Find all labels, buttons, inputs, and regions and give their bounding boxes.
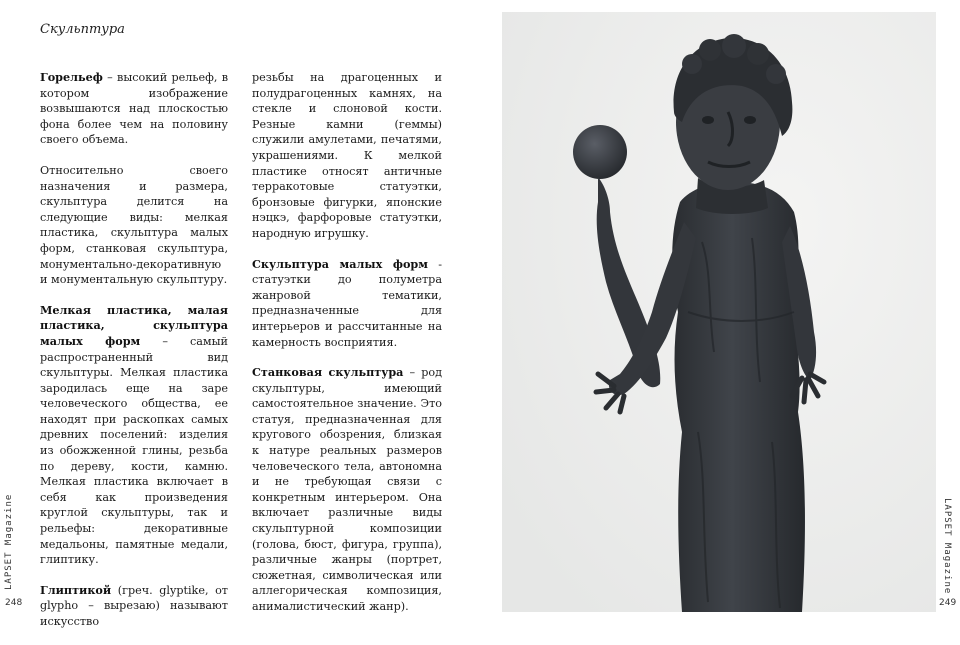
page-number-left: 248 xyxy=(5,598,23,608)
paragraph xyxy=(252,70,442,242)
text-column-left xyxy=(40,70,228,645)
term: Глиптикой xyxy=(40,582,112,597)
section-title: Скульптура xyxy=(40,22,125,37)
paragraph-text: Относительно своего назначения и размера, скульптура делится на следующие виды: мелкая пластика, скульптура малых форм, станковая скульптура, монументально-декоративную и монументальную скульптуру. xyxy=(40,163,228,287)
paragraph-text: – род скульптуры, имеющий самостоятельное значение. Это статуя, предназначенная для кругового обозрения, близкая к натуре реальных размеров человеческого тела, автономна и не требующая связи с конкретным интерьером. Она включает различные виды скульптурной композиции (голова, бюст, фигура, группа), различные жанры (портрет, сюжетная, символическая или аллегорическая композиция, анималистический жанр). xyxy=(252,366,442,613)
staff-ball xyxy=(573,125,627,179)
paragraph-text: – самый распространенный вид скульптуры. Мелкая пластика зародилась еще на заре человеческого общества, ее находят при раскопках самых древних поселений: изделия из обожженной глины, резьба по дереву, кости, камню. Мелкая пластика включает в себя как произведения круглой скульптуры, так и рельефы: декоративные медальоны, памятные медали, глиптику. xyxy=(40,334,228,567)
term: Мелкая пластика, малая пластика, скульптура малых форм xyxy=(40,302,228,348)
paragraph xyxy=(252,257,442,351)
magazine-name-right: LAPSET Magazine xyxy=(942,498,952,595)
page-number-right: 249 xyxy=(939,598,957,608)
paragraph xyxy=(252,365,442,615)
text-column-right xyxy=(252,70,442,630)
paragraph-text: - статуэтки до полуметра жанровой тематики, предназначенные для интерьеров и рассчитанные на камерность восприятия. xyxy=(252,257,442,349)
term: Скульптура малых форм xyxy=(252,256,428,271)
sculpture-photo xyxy=(502,12,936,612)
paragraph-text: резьбы на драгоценных и полудрагоценных камнях, на стекле и слоновой кости. Резные камни (геммы) служили амулетами, печатями, украшениями. К мелкой пластике относят античные терракотовые статуэтки, бронзовые фигурки, японские нэцкэ, фарфоровые статуэтки, народную игрушку. xyxy=(252,71,442,240)
term: Станковая скульптура xyxy=(252,365,404,380)
magazine-name-left: LAPSET Magazine xyxy=(4,493,14,590)
paragraph-text: – высокий рельеф, в котором изображение возвышаются над плоскостью фона более чем на половину своего объема. xyxy=(40,71,228,147)
clay-figurine-illustration xyxy=(502,12,936,612)
paragraph xyxy=(40,163,228,288)
paragraph xyxy=(40,303,228,568)
eye-left xyxy=(702,116,714,124)
paragraph xyxy=(40,583,228,630)
paragraph xyxy=(40,70,228,148)
paragraph-text: (греч. glyptike, от glypho – вырезаю) называют искусство xyxy=(40,583,228,628)
term: Горельеф xyxy=(40,70,103,84)
eye-right xyxy=(744,116,756,124)
